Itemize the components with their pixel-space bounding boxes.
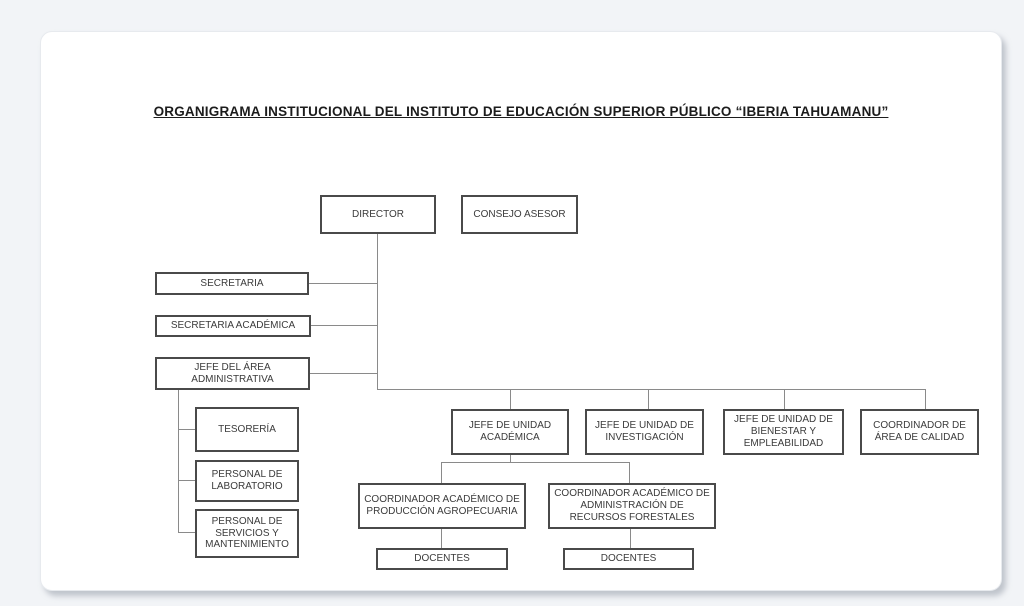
org-node-coordinador-forestales (548, 483, 716, 529)
org-node-label: TESORERÍA (218, 423, 276, 435)
connector-line (441, 462, 442, 483)
org-node-jefe-unidad-academica (451, 409, 569, 455)
org-node-label: COORDINADOR ACADÉMICO DE ADMINISTRACIÓN DE RECURSOS FORESTALES (554, 488, 710, 523)
connector-line (441, 462, 630, 463)
connector-line (441, 529, 442, 548)
connector-line (178, 532, 195, 533)
org-node-label: PERSONAL DE SERVICIOS Y MANTENIMIENTO (205, 515, 289, 551)
org-node-coordinador-calidad (860, 409, 979, 455)
org-node-personal-laboratorio (195, 460, 299, 502)
org-node-secretaria (155, 272, 309, 295)
connector-line (629, 462, 630, 483)
org-node-label: JEFE DE UNIDAD DE BIENESTAR Y EMPLEABILIDAD (734, 414, 833, 449)
connector-line (178, 480, 195, 481)
connector-line (178, 390, 179, 532)
org-node-jefe-unidad-bienestar (723, 409, 844, 455)
page-title: ORGANIGRAMA INSTITUCIONAL DEL INSTITUTO DE EDUCACIÓN SUPERIOR PÚBLICO “IBERIA TAHUAMANU” (153, 104, 889, 119)
connector-line (377, 389, 925, 390)
org-node-tesoreria (195, 407, 299, 452)
connector-line (377, 234, 378, 389)
connector-line (925, 389, 926, 409)
org-node-secretaria-academica (155, 315, 311, 337)
org-node-label: SECRETARIA ACADÉMICA (170, 320, 296, 332)
connector-line (309, 283, 377, 284)
org-node-docentes-forestales (563, 548, 694, 570)
org-chart-canvas (40, 31, 1002, 591)
connector-line (630, 529, 631, 548)
org-node-label: DOCENTES (414, 553, 470, 565)
org-node-label: DIRECTOR (351, 208, 405, 220)
org-node-label: JEFE DE UNIDAD DE INVESTIGACIÓN (595, 420, 694, 443)
org-node-docentes-agropecuaria (376, 548, 508, 570)
org-node-personal-servicios (195, 509, 299, 558)
org-node-jefe-unidad-investigacion (585, 409, 704, 455)
connector-line (784, 389, 785, 409)
org-node-label: JEFE DE UNIDAD ACADÉMICA (468, 420, 552, 443)
connector-line (178, 429, 195, 430)
org-node-jefe-area-administrativa (155, 357, 310, 390)
org-node-label: SECRETARIA (200, 277, 264, 289)
org-node-label: DOCENTES (600, 553, 657, 565)
connector-line (310, 373, 377, 374)
connector-line (311, 325, 377, 326)
org-node-label: JEFE DEL ÁREA ADMINISTRATIVA (191, 361, 274, 385)
connector-line (510, 389, 511, 409)
org-node-label: COORDINADOR ACADÉMICO DE PRODUCCIÓN AGROPECUARIA (364, 494, 520, 517)
org-node-consejo-asesor (461, 195, 578, 234)
org-node-label: PERSONAL DE LABORATORIO (211, 469, 283, 492)
org-node-label: COORDINADOR DE ÁREA DE CALIDAD (873, 420, 966, 443)
org-node-coordinador-agropecuaria (358, 483, 526, 529)
org-node-label: CONSEJO ASESOR (473, 208, 566, 220)
connector-line (648, 389, 649, 409)
org-node-director (320, 195, 436, 234)
